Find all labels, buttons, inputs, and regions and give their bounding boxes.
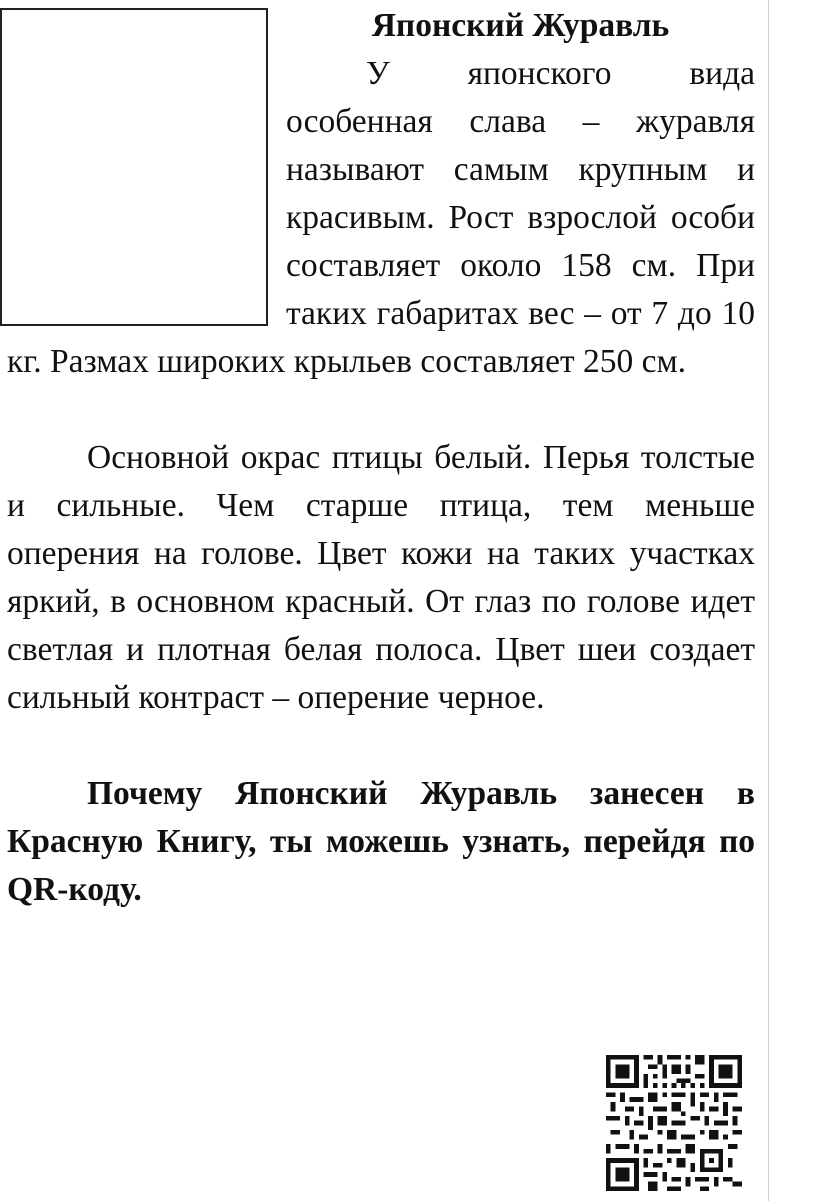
image-placeholder-frame <box>0 8 268 326</box>
article-title: Японский Журавль <box>371 7 670 44</box>
qr-code-icon[interactable] <box>606 1055 742 1191</box>
paragraph-appearance: Основной окрас птицы белый. Перья толстые и сильные. Чем старше птица, тем меньше оперения на голове. Цвет кожи на таких участках яркий, в основном красный. От глаз по голове идет светлая и плотная белая полоса. Цвет шеи создает сильный контраст – оперение черное. <box>7 439 755 716</box>
paragraph-qr-prompt: Почему Японский Журавль занесен в Красную Книгу, ты можешь узнать, перейдя по QR-коду. <box>7 775 755 908</box>
paragraph-size-info: У японского вида особенная слава – журавля называют самым крупным и красивым. Рост взрослой особи составляет около 158 см. При таких габаритах вес – от 7 до 10 кг. Размах широких крыльев составляет 250 см. <box>7 55 755 380</box>
article-body <box>7 0 755 914</box>
page-edge-line <box>768 0 769 1201</box>
